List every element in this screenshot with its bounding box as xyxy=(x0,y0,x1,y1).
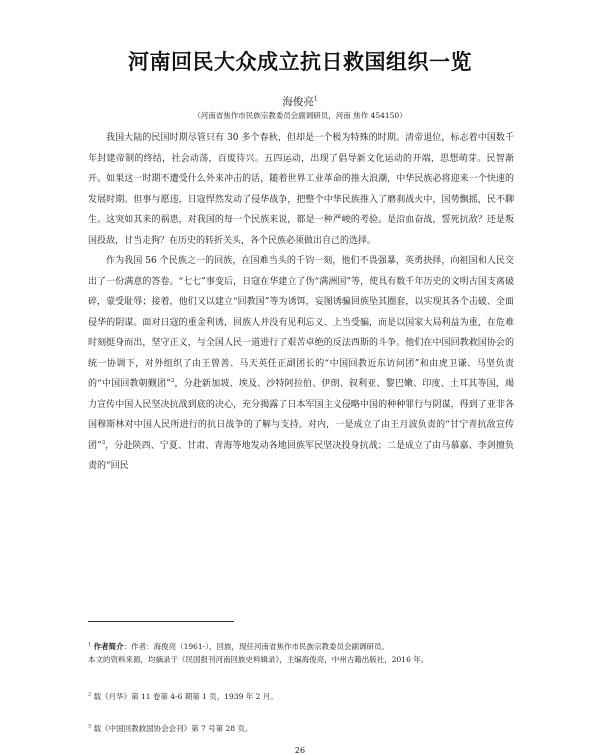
footnote-ref-2[interactable]: 2 xyxy=(170,378,175,384)
footnote-ref-3[interactable]: 3 xyxy=(101,439,106,446)
footnote-1-text: ：作者：海俊亮（1961-），回族，现任河南省焦作市民族宗教委员会副调研员。 xyxy=(123,642,389,651)
footnote-1-line-1 xyxy=(88,640,514,653)
author-name: 海俊亮 xyxy=(282,96,314,108)
paragraph-1: 我国大陆的民国时期尽管只有 30 多个春秋，但却是一个极为特殊的时期。清帝退位，标志着中国数千年封建帝制的终结，社会动荡，百废待兴。五四运动，出现了倡导新文化运动的开端，思想萌芽。民智渐开。如果这一时期不遭受什么外来冲击的话，随着世界工业革命的推大浪潮，中华民族必将迎来一个快速的发展时期。但事与愿违，日寇悍然发动了侵华战争，把整个中华民族推入了磨刹战火中，国势飘摇，民不聊生。这突如其来的祸患，对我国的每一个民族来说，都是一种严峻的考验。是沿血奋战，誓死抗敌？还是叛国投敌，甘当走狗？在历史的转折关头，各个民族必须做出自己的选择。 xyxy=(88,133,514,246)
author-line xyxy=(0,94,600,109)
footnote-3-text: 载《中国回教救国协会会刊》第 7 号第 28 页。 xyxy=(93,724,253,733)
footnote-1-line-2: 本文的资料来源，均摘录于《民国报刊河南回族史料辑录》，主编海俊亮，中州古籍出版社，2016 年。 xyxy=(88,655,429,664)
footnote-divider xyxy=(88,621,234,622)
footnote-2 xyxy=(88,690,514,703)
footnote-1-mark: 1 xyxy=(88,641,92,648)
footnote-3 xyxy=(88,722,514,735)
footnote-2-text: 载《月华》第 11 卷第 4-6 期第 1 页，1939 年 2 月。 xyxy=(93,692,278,701)
article-body xyxy=(88,128,514,477)
footnote-1 xyxy=(88,640,514,666)
paragraph-2-part-1: 作为我国 56 个民族之一的回族，在国难当头的千钧一刻，他们不畏强暴，英勇抉择，向祖国和人民交出了一份满意的答卷。“七七”事变后，日寇在华建立了伪“满洲国”等，使具有数千年历史的文明古国支离破碎，蒙受耻辱；接着，他们又以建立“回教国”等为诱饵，妄图诱骗回族坠其圈套，以实现其各个击破、全面侵华的阴谋。面对日寇的重金利诱，回族人并没有见利忘义、上当受骗，而是以国家大局利益为重，在危难时刻挺身而出，坚守正义，与全国人民一道进行了艰苦卓绝的反法西斯的斗争。他们在中国回教救国协会的统一协调下，对外组织了由王曾善、马天英任正副团长的“中国回教近东访问团”和由虎卫谦、马坚负责的“中国回教朝觐团” xyxy=(88,256,514,389)
footnote-1-label: 作者简介 xyxy=(93,642,124,651)
footnote-2-mark: 2 xyxy=(88,691,92,698)
author-footnote-mark[interactable]: 1 xyxy=(313,95,318,103)
paragraph-2-part-3: ，分赴陕西、宁夏、甘肃、青海等地发动各地回族军民坚决投身抗战；二是成立了由马慕嘉、李剑擅负责的“回民 xyxy=(88,440,514,471)
page-number: 26 xyxy=(294,746,306,755)
paragraph-2-part-2: ，分赴新加坡、埃及、沙特阿拉伯、伊朗、叙利亚、黎巴嫩、印度、土耳其等国，竭力宣传中国人民坚决抗战到底的决心，充分揭露了日本军国主义侵略中国的种种罪行与阴谋，得到了亚非各国穆斯林对中国人民所进行的抗日战争的了解与支持。对内，一是成立了由王月波负责的“甘宁青抗敌宣传团” xyxy=(88,379,514,451)
footnote-3-mark: 3 xyxy=(88,723,92,730)
author-affiliation: （河南省焦作市民族宗教委员会副调研员，河南 焦作 454150） xyxy=(193,111,407,120)
paragraph-2 xyxy=(88,251,514,477)
page-title: 河南回民大众成立抗日救国组织一览 xyxy=(128,50,472,74)
